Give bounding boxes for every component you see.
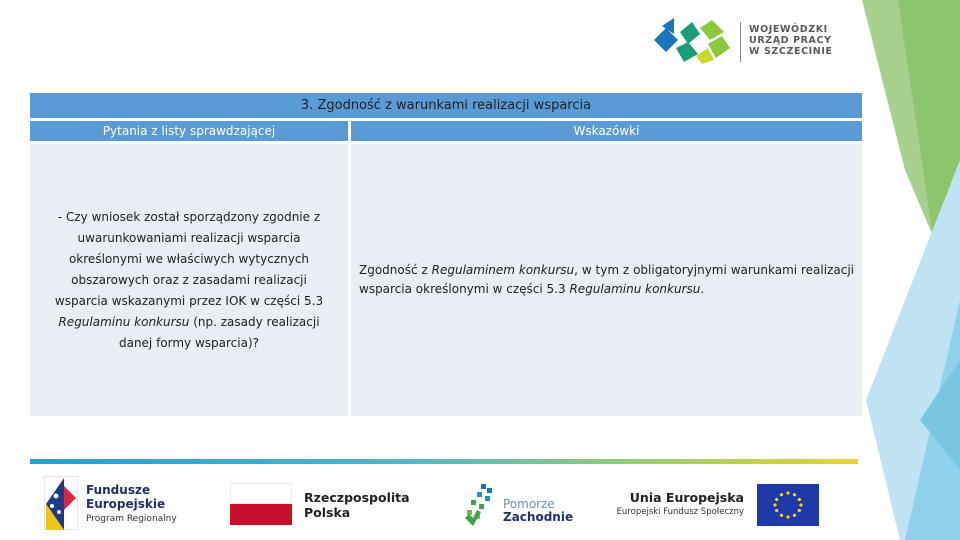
logo-divider xyxy=(740,22,741,62)
footer-divider xyxy=(30,459,858,464)
fe-logo-text: Fundusze Europejskie Program Regionalny xyxy=(86,483,177,524)
wup-logo xyxy=(652,16,832,68)
polish-flag-icon xyxy=(230,483,292,525)
column-header-hints: Wskazówki xyxy=(351,121,862,141)
hint-cell xyxy=(351,144,862,416)
wup-logo-text: WOJEWÓDZKI URZĄD PRACY W SZCZECINIE xyxy=(749,24,833,57)
wup-mark-icon xyxy=(652,18,732,64)
rp-logo-text: Rzeczpospolita Polska xyxy=(304,490,410,520)
table-title: 3. Zgodność z warunkami realizacji wsparcia xyxy=(30,93,862,118)
eu-flag-icon xyxy=(757,484,819,526)
pomorze-zachodnie-icon xyxy=(463,482,499,528)
footer-logos xyxy=(0,470,960,540)
hint-text: Zgodność z Regulaminem konkursu, w tym z obligatoryjnymi warunkami realizacji wsparcia określonymi w części 5.3 Regulaminu konkursu. xyxy=(359,263,854,296)
pz-logo-text: Pomorze Zachodnie xyxy=(503,497,574,524)
question-cell xyxy=(30,144,348,416)
checklist-table xyxy=(30,93,862,416)
ue-logo-text: Unia Europejska Europejski Fundusz Społeczny xyxy=(616,490,744,517)
column-header-questions: Pytania z listy sprawdzającej xyxy=(30,121,348,141)
fundusze-europejskie-icon xyxy=(44,476,78,530)
question-text: - Czy wniosek został sporządzony zgodnie z uwarunkowaniami realizacji wsparcia określonymi we właściwych wytycznych obszarowych oraz z zasadami realizacji wsparcia wskazanymi przez IOK w części 5.3 Regulaminu konkursu (np. zasady realizacji danej formy wsparcia)? xyxy=(54,209,324,350)
